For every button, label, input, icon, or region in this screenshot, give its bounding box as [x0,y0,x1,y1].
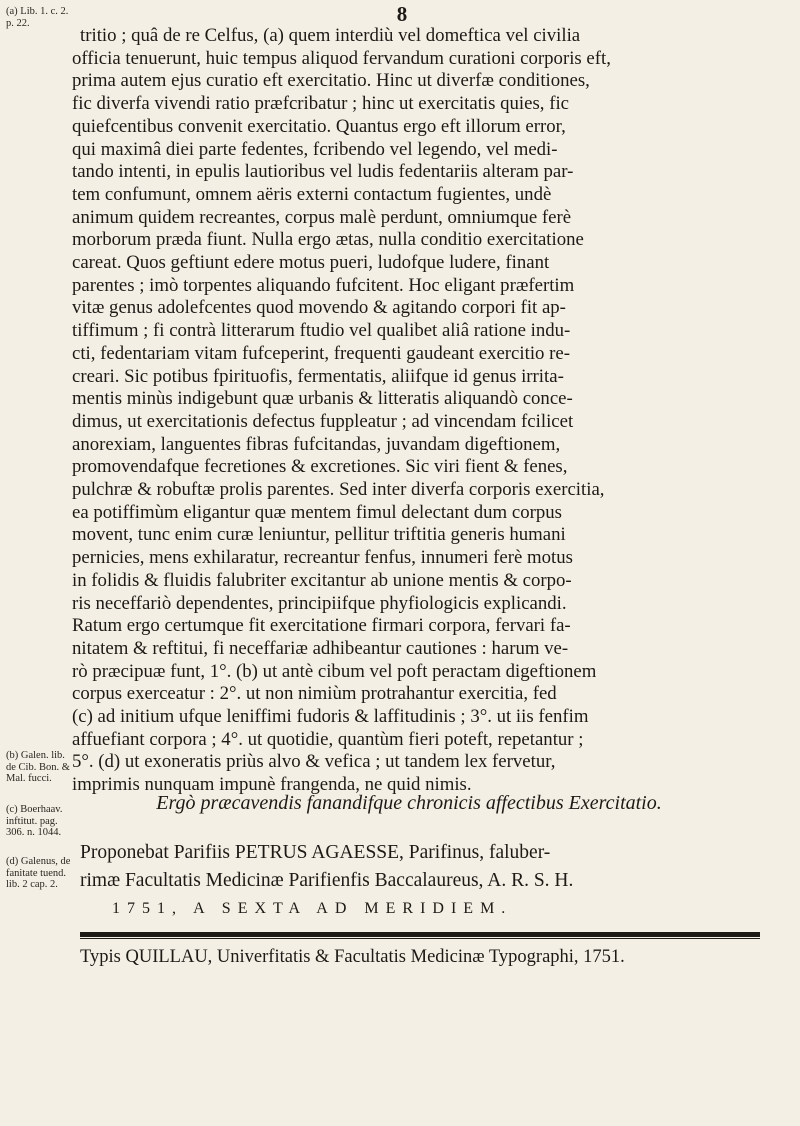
margin-note-c: (c) Boerhaav. inftitut. pag. 306. n. 1044. [6,804,63,839]
body-line: movent, tunc enim curæ leniuntur, pellitur triftitia generis humani [72,524,566,546]
body-line: animum quidem recreantes, corpus malè perdunt, omniumque ferè [72,206,572,228]
body-line: quiefcentibus convenit exercitatio. Quantus ergo eft illorum error, [72,115,566,137]
divider-rule-thin [80,938,760,939]
date-line: 1751, A SEXTA AD MERIDIEM. [112,900,513,917]
body-line: 5°. (d) ut exoneratis priùs alvo & vefica ; ut tandem lex fervetur, [72,751,556,773]
proposition-line-1: Proponebat Parifiis PETRUS AGAESSE, Parifinus, faluber- [80,842,551,863]
body-line: ris neceffariò dependentes, principiifque phyfiologicis explicandi. [72,592,567,614]
body-line: mentis minùs indigebunt quæ urbanis & litteratis aliquandò conce- [72,388,573,410]
body-line: nitatem & reftitui, fi neceffariæ adhibeantur cautiones : harum ve- [72,637,569,659]
body-line: Ratum ergo certumque fit exercitatione firmari corpora, fervari fa- [72,615,571,637]
body-line: tando intenti, in epulis lautioribus vel ludis fedentariis alteram par- [72,161,574,183]
body-line: rò præcipuæ funt, 1°. (b) ut antè cibum vel poft peractam digeftionem [72,660,597,682]
body-line: anorexiam, languentes fibras fufcitandas, juvandam digeftionem, [72,433,561,455]
body-line: fic diverfa vivendi ratio præfcribatur ; hinc ut exercitatis quies, fic [72,93,569,115]
body-line: creari. Sic potibus fpirituofis, fermentatis, aliifque id genus irrita- [72,365,564,387]
printer-imprint: Typis QUILLAU, Univerfitatis & Facultatis Medicinæ Typographi, 1751. [80,947,625,967]
body-line: tritio ; quâ de re Celfus, (a) quem interdiù vel domeftica vel civilia [80,25,581,46]
margin-note-d: (d) Galenus, de fanitate tuend. lib. 2 cap. 2. [6,856,71,891]
body-line: promovendafque fecretiones & excretiones. Sic viri fient & fenes, [72,456,568,478]
margin-note-a: (a) Lib. 1. c. 2. p. 22. [6,6,69,29]
body-line: dimus, ut exercitationis defectus fuppleatur ; ad vincendam fcilicet [72,410,574,432]
body-line: affuefiant corpora ; 4°. ut quotidie, quantùm fieri poteft, repetantur ; [72,728,584,750]
margin-note-b: (b) Galen. lib. de Cib. Bon. & Mal. fucci. [6,750,70,785]
body-line: corpus exerceatur : 2°. ut non nimiùm protrahantur exercitia, fed [72,683,557,705]
body-line: officia tenuerunt, huic tempus aliquod fervandum curationi corporis eft, [72,47,611,69]
body-line: in folidis & fluidis falubriter excitantur ab unione mentis & corpo- [72,569,572,591]
divider-rule [80,932,760,937]
body-line: careat. Quos geftiunt edere motus pueri, ludofque ludere, finant [72,252,550,273]
body-line: pernicies, mens exhilaratur, recreantur fenfus, innumeri ferè motus [72,547,573,569]
body-line: qui maximâ diei parte fedentes, fcribendo vel legendo, vel medi- [72,138,558,160]
body-line: imprimis nunquam impunè frangenda, ne quid nimis. [72,774,472,796]
body-line: tem confumunt, omnem aëris externi contactum fugientes, undè [72,183,552,205]
body-line: pulchræ & robuftæ prolis parentes. Sed inter diverfa corporis exercitia, [72,479,605,500]
body-line: parentes ; imò torpentes aliquando fufcitent. Hoc eligant præfertim [72,274,575,296]
conclusion-heading: Ergò præcavendis fanandifque chronicis affectibus Exercitatio. [156,792,662,814]
body-line: tiffimum ; fi contrà litterarum ftudio vel qualibet aliâ ratione indu- [72,320,571,342]
body-line: morborum præda fiunt. Nulla ergo ætas, nulla conditio exercitatione [72,229,584,251]
body-line: vitæ genus adolefcentes quod movendo & agitando corpori fit ap- [72,297,566,319]
body-line: prima autem ejus curatio eft exercitatio. Hinc ut diverfæ conditiones, [72,70,590,92]
body-line: ea potiffimùm eligantur quæ mentem fimul delectant dum corpus [72,501,562,523]
proposition-line-2: rimæ Facultatis Medicinæ Parifienfis Baccalaureus, A. R. S. H. [80,870,574,891]
body-line: cti, fedentariam vitam fufceperint, frequenti gaudeant exercitio re- [72,342,570,364]
body-line: (c) ad initium ufque leniffimi fudoris & laffitudinis ; 3°. ut iis fenfim [72,706,589,727]
page-number: 8 [396,2,408,26]
